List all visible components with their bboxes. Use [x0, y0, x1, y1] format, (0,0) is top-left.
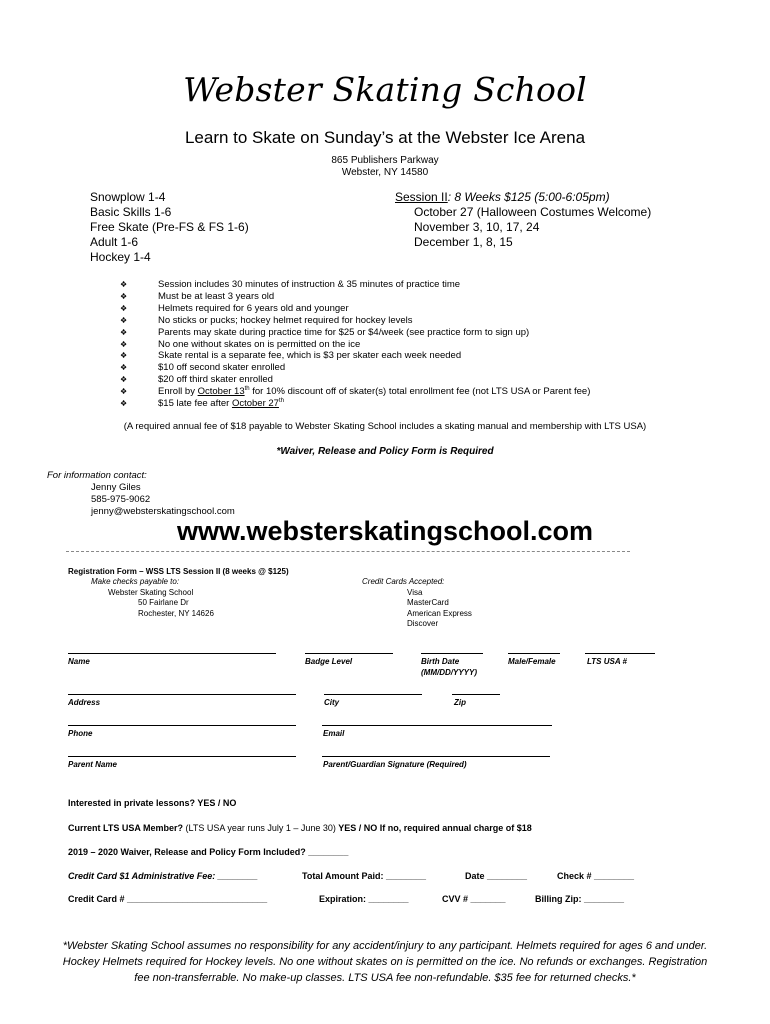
cvv-field[interactable]: CVV # _______	[442, 894, 506, 904]
level-item: Basic Skills 1-6	[90, 205, 172, 219]
credit-card-number-field[interactable]: Credit Card # ____________________________	[68, 894, 268, 904]
diamond-bullet-icon: ❖	[120, 375, 128, 385]
level-item: Snowplow 1-4	[90, 190, 166, 204]
diamond-bullet-icon: ❖	[120, 399, 128, 409]
bullet-text: Skate rental is a separate fee, which is $3 per skater each week needed	[158, 350, 462, 362]
list-item	[120, 386, 590, 398]
lts-member-question[interactable]	[68, 823, 532, 833]
session-label: Session II	[395, 190, 448, 204]
badge-level-label: Badge Level	[305, 657, 353, 666]
billing-zip-field[interactable]: Billing Zip: ________	[535, 894, 625, 904]
diamond-bullet-icon: ❖	[120, 351, 128, 361]
gender-field[interactable]	[508, 653, 560, 654]
birth-date-label: Birth Date	[421, 657, 460, 666]
birth-date-field[interactable]	[421, 653, 483, 654]
bullet-text: Enroll by	[158, 386, 198, 398]
zip-field[interactable]	[452, 694, 500, 695]
list-item	[120, 315, 590, 327]
bullet-text: Session includes 30 minutes of instruction & 35 minutes of practice time	[158, 279, 461, 290]
session-date: November 3, 10, 17, 24	[414, 220, 540, 234]
waiver-required-note: *Waiver, Release and Policy Form is Required	[276, 446, 494, 457]
list-item	[120, 398, 590, 410]
address-line-2: Webster, NY 14580	[341, 167, 429, 178]
parent-name-field[interactable]	[68, 756, 296, 757]
list-item	[120, 303, 590, 315]
check-number-field[interactable]: Check # ________	[557, 871, 635, 881]
diamond-bullet-icon: ❖	[120, 280, 128, 289]
address-label: Address	[68, 698, 101, 707]
list-item	[120, 339, 590, 351]
session-details: : 8 Weeks $125 (5:00-6:05pm)	[447, 190, 610, 204]
payee-line: Webster Skating School	[108, 587, 194, 597]
school-title: Webster Skating School	[183, 70, 587, 109]
diamond-bullet-icon: ❖	[120, 387, 128, 397]
diamond-bullet-icon: ❖	[120, 303, 128, 313]
list-item	[120, 374, 590, 386]
list-item	[120, 327, 590, 339]
disclaimer-line: *Webster Skating School assumes no responsibility for any accident/injury to any participant. Helmets required for ages 6 and under.	[62, 940, 708, 952]
card-type: Discover	[407, 619, 439, 628]
lts-member-label: Current LTS USA Member?	[68, 823, 186, 833]
email-field[interactable]	[322, 725, 552, 726]
contact-heading: For information contact:	[47, 470, 147, 481]
birth-date-format: (MM/DD/YYYY)	[421, 668, 477, 677]
disclaimer	[40, 938, 730, 986]
parent-signature-field[interactable]	[322, 756, 550, 757]
private-lessons-question[interactable]: Interested in private lessons? YES / NO	[68, 798, 237, 808]
bullet-text: $15 late fee after	[158, 398, 232, 410]
disclaimer-line: Hockey Helmets required for Hockey levels. No one without skates on is permitted on the ice. No refunds or exchanges. Registration	[62, 956, 708, 968]
level-list	[90, 190, 249, 265]
info-bullet-list	[120, 279, 590, 410]
list-item	[120, 362, 590, 374]
ordinal-suffix: th	[278, 397, 284, 404]
session-date: December 1, 8, 15	[414, 235, 513, 249]
discount-deadline: October 13	[197, 386, 245, 398]
payee-line: 50 Fairlane Dr	[138, 598, 189, 607]
bullet-text: Helmets required for 6 years old and younger	[158, 302, 349, 314]
name-field[interactable]	[68, 653, 276, 654]
cc-admin-fee-field[interactable]: Credit Card $1 Administrative Fee: ________	[68, 871, 258, 881]
level-item: Adult 1-6	[90, 235, 139, 249]
payee-line: Rochester, NY 14626	[138, 608, 214, 618]
phone-field[interactable]	[68, 725, 296, 726]
bullet-text: No sticks or pucks; hockey helmet required for hockey levels	[158, 314, 413, 326]
card-type: American Express	[407, 608, 472, 618]
badge-level-field[interactable]	[305, 653, 393, 654]
website-url[interactable]: www.websterskatingschool.com	[176, 516, 594, 546]
phone-label: Phone	[68, 729, 93, 738]
diamond-bullet-icon: ❖	[120, 315, 128, 325]
name-label: Name	[68, 657, 90, 666]
diamond-bullet-icon: ❖	[120, 327, 128, 337]
address-line-1: 865 Publishers Parkway	[331, 155, 439, 166]
form-title: Registration Form – WSS LTS Session II (8 weeks @ $125)	[68, 567, 289, 576]
disclaimer-line: fee non-transferrable. No make-up classes. LTS USA fee non-refundable. $35 fee for returned checks.*	[134, 972, 636, 984]
diamond-bullet-icon: ❖	[120, 291, 128, 301]
lts-usa-label: LTS USA #	[587, 657, 628, 666]
page-subtitle: Learn to Skate on Sunday’s at the Webster Ice Arena	[184, 128, 586, 147]
checks-heading: Make checks payable to:	[91, 577, 180, 586]
list-item	[120, 279, 590, 291]
check-payee-block	[91, 577, 214, 619]
lts-member-options: YES / NO If no, required annual charge of $18	[335, 823, 532, 833]
late-fee-date: October 27	[231, 398, 279, 410]
card-type: Visa	[407, 587, 423, 597]
email-label: Email	[323, 729, 345, 738]
level-item: Hockey 1-4	[90, 250, 151, 264]
bullet-text: $20 off third skater enrolled	[158, 374, 273, 386]
zip-label: Zip	[454, 698, 466, 707]
gender-label: Male/Female	[508, 657, 556, 666]
credit-cards-block	[362, 577, 472, 630]
address-field[interactable]	[68, 694, 296, 695]
bullet-text: $10 off second skater enrolled	[158, 362, 286, 374]
ordinal-suffix: th	[244, 386, 250, 392]
waiver-included-question[interactable]: 2019 – 2020 Waiver, Release and Policy Form Included? ________	[68, 847, 349, 857]
parent-signature-label: Parent/Guardian Signature (Required)	[323, 760, 467, 769]
session-date: October 27 (Halloween Costumes Welcome)	[414, 205, 652, 219]
city-label: City	[324, 698, 340, 707]
annual-fee-note: (A required annual fee of $18 payable to Webster Skating School includes a skating manual and membership with LTS USA)	[123, 421, 647, 432]
bullet-text: Parents may skate during practice time for $25 or $4/week (see practice form to sign up)	[158, 326, 530, 338]
level-item: Free Skate (Pre-FS & FS 1-6)	[90, 220, 249, 234]
cut-line	[66, 551, 630, 552]
bullet-text: Must be at least 3 years old	[158, 290, 275, 302]
total-amount-field[interactable]: Total Amount Paid: ________	[302, 871, 427, 881]
list-item	[120, 291, 590, 303]
date-field[interactable]: Date ________	[465, 871, 528, 881]
city-field[interactable]	[324, 694, 422, 695]
expiration-field[interactable]: Expiration: ________	[319, 894, 409, 904]
lts-year-note: (LTS USA year runs July 1 – June 30)	[185, 823, 336, 833]
contact-email[interactable]: jenny@websterskatingschool.com	[91, 506, 235, 517]
contact-phone: 585-975-9062	[91, 494, 151, 505]
card-type: MasterCard	[407, 598, 449, 607]
lts-usa-number-field[interactable]	[585, 653, 655, 654]
diamond-bullet-icon: ❖	[120, 363, 128, 373]
bullet-text: No one without skates on is permitted on the ice	[158, 338, 361, 350]
cards-heading: Credit Cards Accepted:	[362, 577, 445, 586]
diamond-bullet-icon: ❖	[120, 339, 128, 349]
session-info	[395, 190, 610, 205]
list-item	[120, 350, 590, 362]
parent-name-label: Parent Name	[68, 760, 117, 769]
bullet-text: for 10% discount off of skater(s) total enrollment fee (not LTS USA or Parent fee)	[249, 386, 591, 398]
contact-name: Jenny Giles	[91, 482, 141, 493]
